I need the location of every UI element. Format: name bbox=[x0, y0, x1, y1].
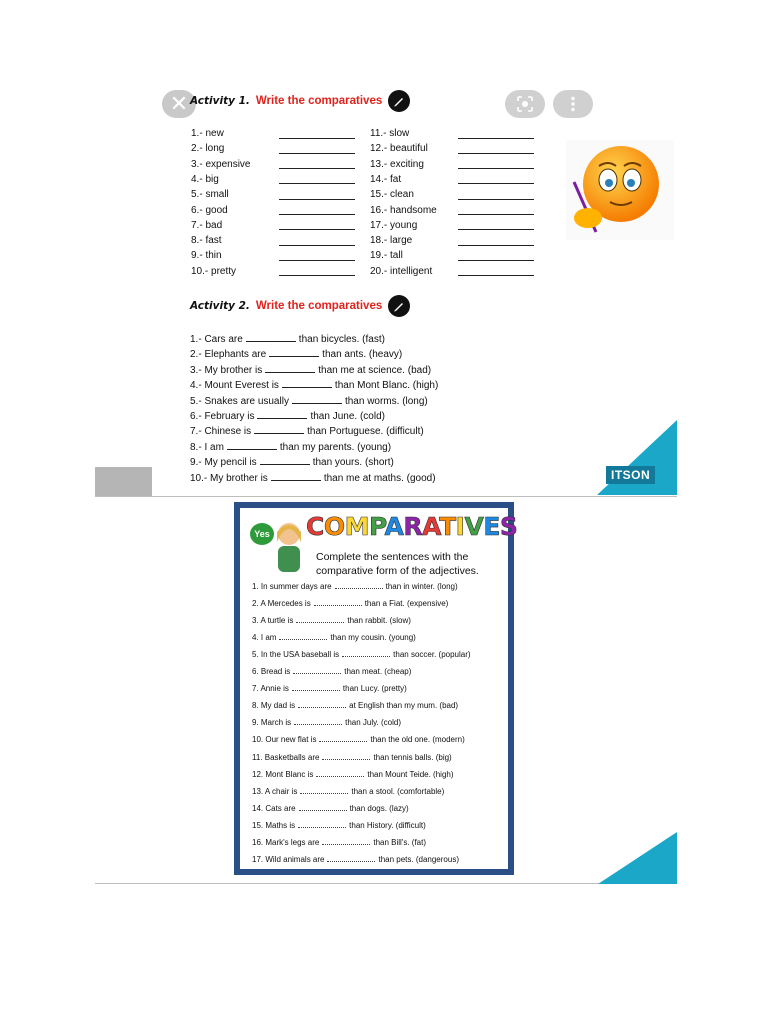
answer-blank[interactable] bbox=[257, 410, 307, 419]
sentence-row bbox=[190, 425, 424, 437]
sentence-row bbox=[190, 348, 402, 360]
sentence-start: 9.- My pencil is bbox=[190, 457, 257, 469]
card-sentence-row bbox=[252, 803, 409, 813]
activity2-heading bbox=[190, 295, 410, 317]
answer-blank[interactable] bbox=[279, 190, 355, 200]
answer-dots[interactable] bbox=[319, 734, 367, 742]
word-label: 4.- big bbox=[191, 173, 219, 185]
sentence-end: than Mount Teide. (high) bbox=[367, 769, 454, 779]
answer-dots[interactable] bbox=[335, 581, 383, 589]
answer-dots[interactable] bbox=[279, 632, 327, 640]
answer-dots[interactable] bbox=[299, 803, 347, 811]
answer-blank[interactable] bbox=[458, 129, 534, 139]
card-instruction: Complete the sentences with the comparative form of the adjectives. bbox=[316, 551, 479, 577]
sentence-end: than my parents. (young) bbox=[279, 441, 392, 453]
card-sentence-row bbox=[252, 581, 458, 591]
sentence-end: than worms. (long) bbox=[344, 395, 428, 407]
answer-blank[interactable] bbox=[246, 333, 296, 342]
answer-dots[interactable] bbox=[342, 649, 390, 657]
sentence-start: 4. I am bbox=[252, 633, 277, 643]
sentence-end: than ants. (heavy) bbox=[322, 349, 403, 361]
sentence-row bbox=[190, 395, 428, 407]
word-row bbox=[191, 205, 355, 216]
answer-blank[interactable] bbox=[458, 251, 534, 261]
word-label: 9.- thin bbox=[191, 250, 222, 262]
sentence-end: than the old one. (modern) bbox=[370, 735, 465, 745]
itson-logo: ITSON bbox=[606, 466, 655, 484]
divider-bottom bbox=[95, 883, 677, 884]
title-letter: M bbox=[344, 512, 370, 541]
word-row bbox=[370, 220, 534, 231]
sentence-end: than yours. (short) bbox=[312, 457, 394, 469]
word-label: 19.- tall bbox=[370, 250, 403, 262]
answer-blank[interactable] bbox=[265, 364, 315, 373]
sentence-start: 7.- Chinese is bbox=[190, 426, 252, 438]
sentence-start: 5. In the USA baseball is bbox=[252, 650, 340, 660]
word-row bbox=[191, 266, 355, 277]
answer-blank[interactable] bbox=[279, 220, 355, 230]
word-label: 6.- good bbox=[191, 204, 228, 216]
word-label: 16.- handsome bbox=[370, 204, 437, 216]
card-sentence-row bbox=[252, 666, 411, 676]
word-label: 10.- pretty bbox=[191, 265, 237, 277]
card-sentence-row bbox=[252, 598, 448, 608]
lens-icon bbox=[516, 95, 534, 113]
word-label: 8.- fast bbox=[191, 235, 222, 247]
answer-dots[interactable] bbox=[292, 683, 340, 691]
answer-blank[interactable] bbox=[269, 348, 319, 357]
title-letter: I bbox=[455, 512, 465, 541]
answer-blank[interactable] bbox=[458, 174, 534, 184]
sentence-start: 12. Mont Blanc is bbox=[252, 769, 314, 779]
word-label: 18.- large bbox=[370, 235, 413, 247]
card-sentence-row bbox=[252, 649, 471, 659]
sentence-start: 8. My dad is bbox=[252, 701, 296, 711]
sentence-start: 7. Annie is bbox=[252, 684, 289, 694]
card-inner bbox=[240, 508, 518, 869]
card-sentence-row bbox=[252, 734, 465, 744]
comparatives-title bbox=[306, 512, 517, 541]
comparatives-card bbox=[234, 502, 518, 875]
card-sentence-row bbox=[252, 820, 426, 830]
sentence-start: 2.- Elephants are bbox=[190, 349, 267, 361]
word-label: 15.- clean bbox=[370, 189, 414, 201]
word-row bbox=[191, 128, 355, 139]
answer-blank[interactable] bbox=[279, 236, 355, 246]
sentence-row bbox=[190, 333, 385, 345]
answer-blank[interactable] bbox=[458, 205, 534, 215]
sentence-row bbox=[190, 472, 436, 484]
more-options-button[interactable] bbox=[553, 90, 593, 118]
answer-blank[interactable] bbox=[458, 190, 534, 200]
sentence-start: 1. In summer days are bbox=[252, 582, 332, 591]
sentence-start: 3. A turtle is bbox=[252, 616, 294, 626]
word-label: 11.- slow bbox=[370, 128, 410, 139]
sentence-end: at English than my mum. (bad) bbox=[349, 701, 459, 711]
thinking-emoji-image bbox=[566, 140, 674, 240]
sentence-start: 6.- February is bbox=[190, 411, 255, 422]
word-row bbox=[370, 159, 534, 170]
word-label: 1.- new bbox=[191, 128, 224, 139]
answer-dots[interactable] bbox=[322, 837, 370, 845]
sentence-start: 4.- Mount Everest is bbox=[190, 380, 279, 392]
activity2-title: Write the comparatives bbox=[255, 300, 383, 312]
answer-blank[interactable] bbox=[292, 395, 342, 404]
activity1-label: Activity 1. bbox=[190, 95, 250, 107]
answer-blank[interactable] bbox=[458, 144, 534, 154]
answer-dots[interactable] bbox=[314, 598, 362, 606]
sentence-start: 6. Bread is bbox=[252, 667, 291, 677]
divider-top bbox=[95, 496, 677, 497]
sentence-start: 14. Cats are bbox=[252, 803, 296, 813]
sentence-end: than in winter. (long) bbox=[385, 582, 458, 591]
sentence-end: than bicycles. (fast) bbox=[298, 334, 385, 345]
sentence-row bbox=[190, 456, 394, 468]
sentence-row bbox=[190, 364, 431, 376]
sentence-end: than Portuguese. (difficult) bbox=[307, 426, 424, 438]
word-row bbox=[370, 235, 534, 246]
answer-blank[interactable] bbox=[279, 174, 355, 184]
sentence-end: than pets. (dangerous) bbox=[378, 854, 459, 864]
answer-blank[interactable] bbox=[279, 129, 355, 139]
blue-corner-bottom bbox=[598, 832, 677, 884]
sentence-start: 13. A chair is bbox=[252, 786, 298, 796]
answer-blank[interactable] bbox=[279, 144, 355, 154]
yes-badge: Yes bbox=[250, 523, 274, 545]
sentence-end: than meat. (cheap) bbox=[344, 667, 412, 677]
word-row bbox=[370, 205, 534, 216]
activity1-heading bbox=[190, 90, 410, 112]
word-label: 7.- bad bbox=[191, 219, 223, 231]
sentence-row bbox=[190, 379, 438, 391]
word-row bbox=[370, 250, 534, 261]
lens-button[interactable] bbox=[505, 90, 545, 118]
answer-blank[interactable] bbox=[279, 205, 355, 215]
title-letter: A bbox=[422, 512, 440, 541]
title-letter: A bbox=[384, 512, 404, 541]
card-sentence-row bbox=[252, 837, 426, 847]
sentence-start: 10.- My brother is bbox=[190, 472, 268, 484]
card-sentence-row bbox=[252, 786, 444, 796]
word-label: 2.- long bbox=[191, 143, 225, 155]
sentence-start: 17. Wild animals are bbox=[252, 854, 325, 864]
card-sentence-row bbox=[252, 700, 458, 710]
answer-blank[interactable] bbox=[279, 266, 355, 276]
title-letter: C bbox=[306, 512, 324, 541]
answer-dots[interactable] bbox=[298, 820, 346, 828]
answer-blank[interactable] bbox=[271, 472, 321, 481]
card-sentence-row bbox=[252, 615, 411, 625]
sentence-end: than Lucy. (pretty) bbox=[342, 684, 407, 694]
sentence-start: 2. A Mercedes is bbox=[252, 599, 311, 609]
teacher-avatar bbox=[272, 520, 306, 572]
close-icon: ✕ bbox=[169, 91, 189, 116]
answer-dots[interactable] bbox=[293, 666, 341, 674]
sentence-end: than Bill's. (fat) bbox=[373, 837, 426, 847]
word-label: 14.- fat bbox=[370, 173, 402, 185]
sentence-start: 10. Our new flat is bbox=[252, 735, 317, 745]
word-row bbox=[191, 250, 355, 261]
word-row bbox=[370, 128, 534, 139]
title-letter: V bbox=[464, 512, 484, 541]
answer-blank[interactable] bbox=[458, 159, 534, 169]
title-letter: S bbox=[499, 512, 518, 541]
word-row bbox=[191, 235, 355, 246]
word-row bbox=[370, 189, 534, 200]
card-sentence-row bbox=[252, 683, 407, 693]
sentence-end: than July. (cold) bbox=[345, 718, 401, 728]
answer-dots[interactable] bbox=[327, 854, 375, 862]
sentence-end: than dogs. (lazy) bbox=[349, 803, 409, 813]
title-letter: E bbox=[483, 512, 500, 541]
sentence-start: 8.- I am bbox=[190, 441, 224, 453]
answer-dots[interactable] bbox=[294, 717, 342, 725]
word-row bbox=[191, 220, 355, 231]
word-label: 13.- exciting bbox=[370, 158, 424, 170]
answer-dots[interactable] bbox=[322, 752, 370, 760]
answer-blank[interactable] bbox=[458, 266, 534, 276]
word-row bbox=[191, 174, 355, 185]
word-row bbox=[191, 143, 355, 154]
more-vert-icon bbox=[570, 96, 576, 112]
card-sentence-row bbox=[252, 752, 452, 762]
title-letter: P bbox=[369, 512, 385, 541]
answer-blank[interactable] bbox=[260, 456, 310, 465]
answer-blank[interactable] bbox=[282, 379, 332, 388]
word-row bbox=[191, 159, 355, 170]
card-sentence-row bbox=[252, 632, 416, 642]
sentence-start: 3.- My brother is bbox=[190, 364, 263, 376]
card-sentence-row bbox=[252, 769, 454, 779]
word-row bbox=[370, 174, 534, 185]
pencil-icon bbox=[388, 90, 410, 112]
card-sentence-row bbox=[252, 854, 459, 864]
answer-blank[interactable] bbox=[279, 159, 355, 169]
activity2-label: Activity 2. bbox=[190, 300, 250, 312]
sentence-end: than me at maths. (good) bbox=[323, 472, 436, 484]
sentence-start: 15. Maths is bbox=[252, 820, 296, 830]
answer-dots[interactable] bbox=[298, 700, 346, 708]
answer-blank[interactable] bbox=[227, 441, 277, 450]
title-letter: O bbox=[323, 512, 345, 541]
sentence-start: 1.- Cars are bbox=[190, 334, 243, 345]
word-label: 17.- young bbox=[370, 219, 418, 231]
sentence-start: 9. March is bbox=[252, 718, 292, 728]
word-label: 20.- intelligent bbox=[370, 265, 433, 277]
sentence-end: than June. (cold) bbox=[310, 411, 385, 422]
sentence-end: than Mont Blanc. (high) bbox=[334, 380, 439, 392]
answer-blank[interactable] bbox=[458, 236, 534, 246]
word-label: 12.- beautiful bbox=[370, 143, 428, 155]
sentence-end: than soccer. (popular) bbox=[393, 650, 471, 660]
sentence-end: than my cousin. (young) bbox=[330, 633, 416, 643]
card-sentence-row bbox=[252, 717, 401, 727]
sentence-start: 16. Mark's legs are bbox=[252, 837, 320, 847]
answer-dots[interactable] bbox=[300, 786, 348, 794]
sentence-start: 5.- Snakes are usually bbox=[190, 395, 289, 407]
answer-dots[interactable] bbox=[296, 615, 344, 623]
sentence-row bbox=[190, 441, 391, 453]
sentence-start: 11. Basketballs are bbox=[252, 752, 320, 762]
answer-blank[interactable] bbox=[458, 220, 534, 230]
gray-block bbox=[95, 467, 152, 497]
pencil-icon bbox=[388, 295, 410, 317]
sentence-row bbox=[190, 410, 385, 422]
word-row bbox=[191, 189, 355, 200]
word-label: 3.- expensive bbox=[191, 158, 251, 170]
answer-blank[interactable] bbox=[254, 425, 304, 434]
answer-dots[interactable] bbox=[316, 769, 364, 777]
answer-blank[interactable] bbox=[279, 251, 355, 261]
sentence-end: than a Fiat. (expensive) bbox=[364, 599, 449, 609]
word-row bbox=[370, 143, 534, 154]
title-letter: R bbox=[403, 512, 423, 541]
word-label: 5.- small bbox=[191, 189, 229, 201]
activity1-title: Write the comparatives bbox=[255, 95, 383, 107]
sentence-end: than rabbit. (slow) bbox=[347, 616, 411, 626]
word-row bbox=[370, 266, 534, 277]
sentence-end: than tennis balls. (big) bbox=[373, 752, 452, 762]
sentence-end: than History. (difficult) bbox=[349, 820, 426, 830]
sentence-end: than a stool. (comfortable) bbox=[351, 786, 445, 796]
sentence-end: than me at science. (bad) bbox=[318, 364, 432, 376]
title-letter: T bbox=[439, 512, 456, 541]
